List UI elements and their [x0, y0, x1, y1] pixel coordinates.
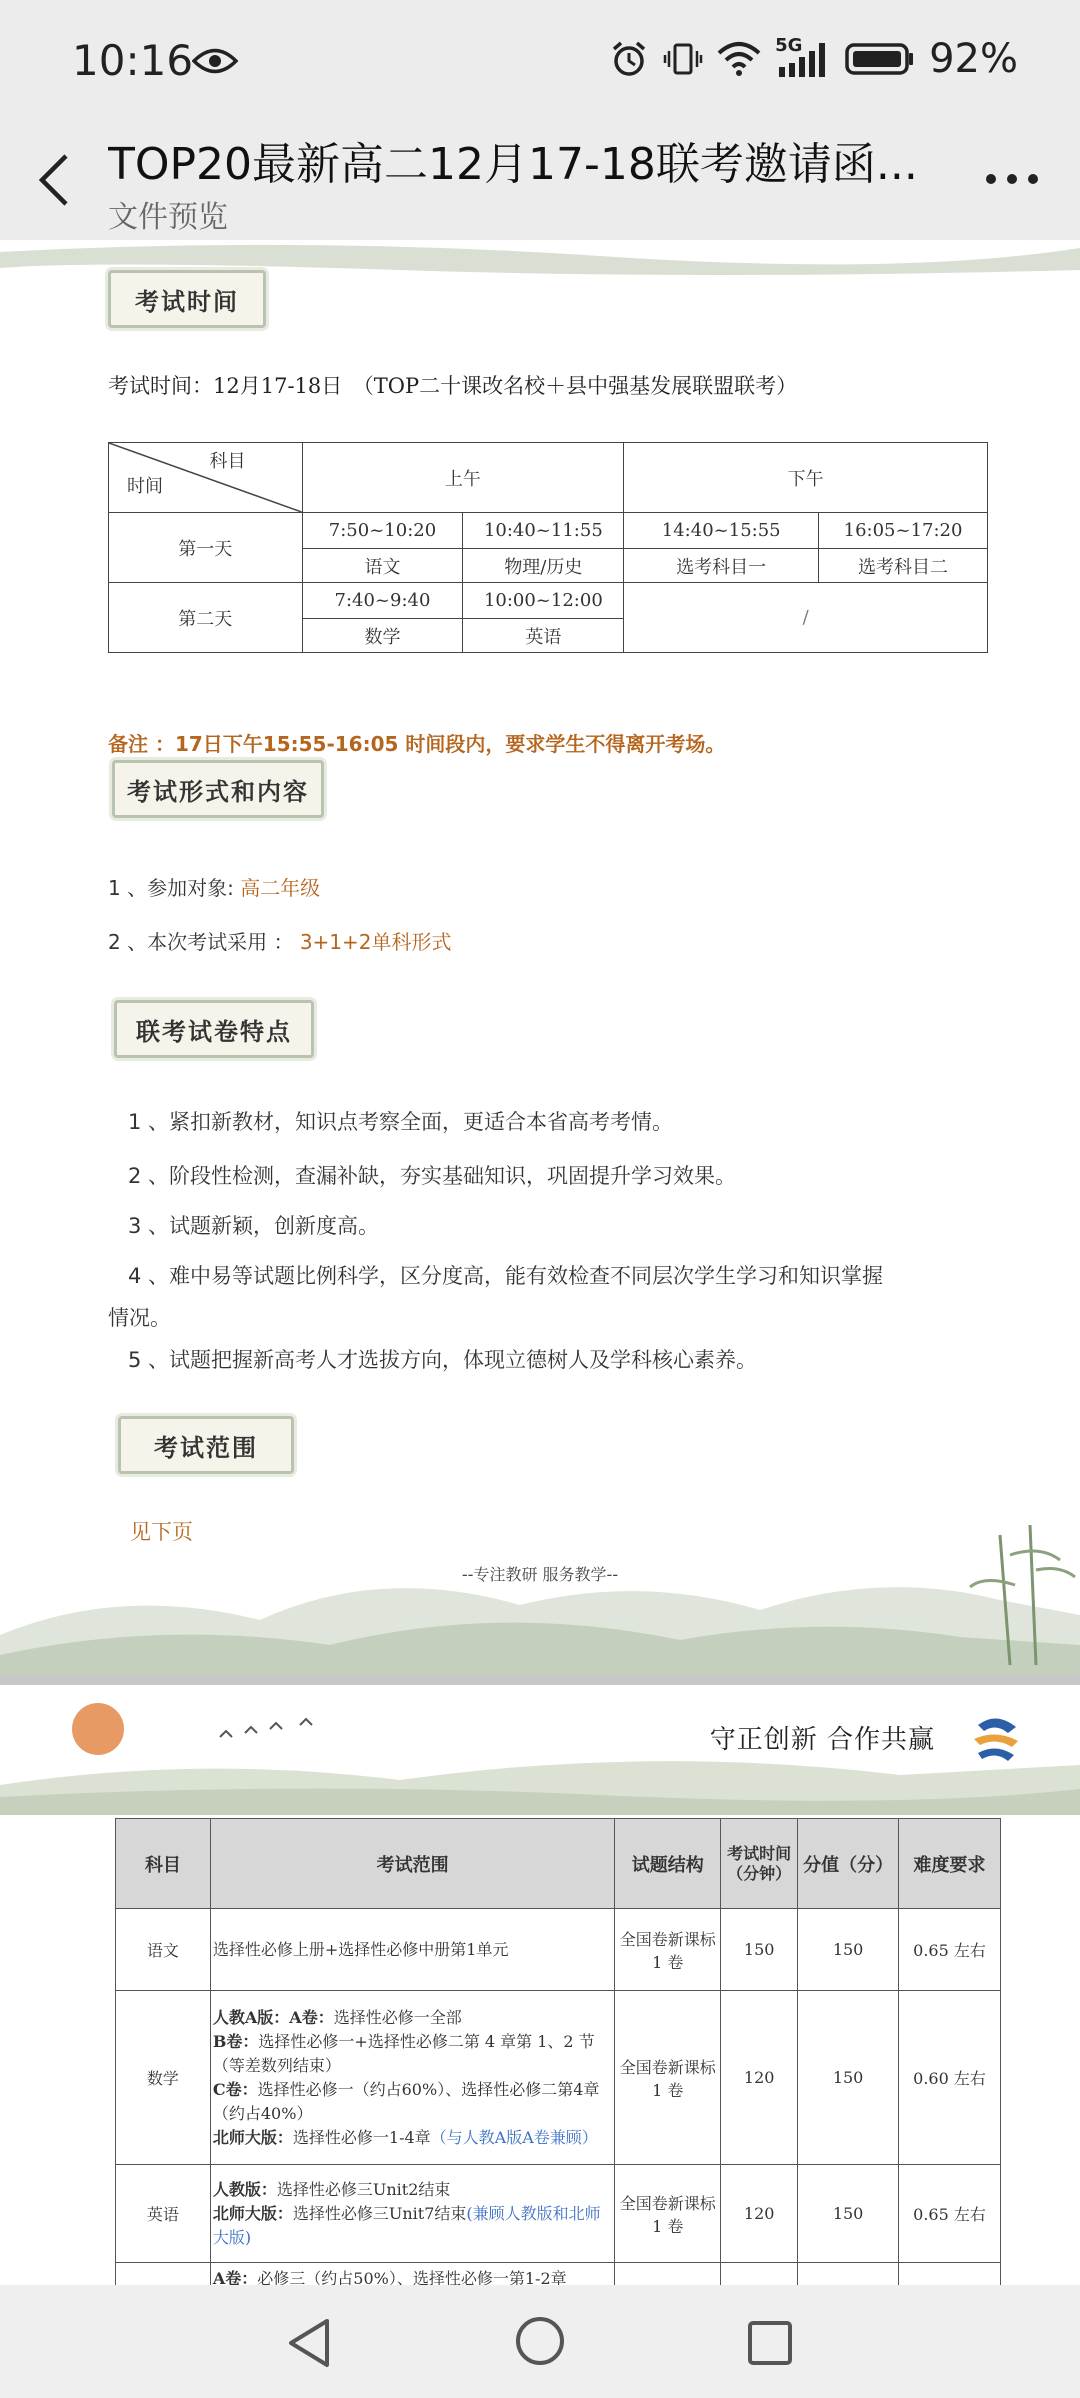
feature-item-4-continued: 情况。 — [108, 1306, 171, 1330]
corner-time-label: 时间 — [127, 476, 163, 497]
back-triangle-icon[interactable] — [283, 2315, 339, 2371]
morning-header: 上午 — [302, 443, 624, 513]
motto-text: 守正创新 合作共赢 — [709, 1725, 935, 1755]
feature-item-2: 2 、阶段性检测，查漏补缺，夯实基础知识，巩固提升学习效果。 — [128, 1164, 737, 1188]
row-english-subject: 英语 — [116, 2165, 211, 2263]
corner-subject-label: 科目 — [209, 451, 246, 472]
feature-item-5: 5 、试题把握新高考人才选拔方向，体现立德树人及学科核心素养。 — [128, 1348, 758, 1372]
row-math-structure: 全国卷新课标 1 卷 — [615, 1991, 721, 2165]
day1-subject-4: 选考科目二 — [819, 549, 988, 583]
row-partial-structure — [615, 2263, 721, 2286]
afternoon-header: 下午 — [624, 443, 988, 513]
document-page-2 — [0, 1685, 1080, 2285]
math-scope-bsd-label: 北师大版： — [212, 2127, 293, 2147]
row-chinese-subject: 语文 — [116, 1909, 211, 1991]
row-math-time: 120 — [721, 1991, 798, 2165]
partial-scope: 必修三（约占50%）、选择性必修一第1-2章 — [257, 2269, 567, 2285]
day1-subject-1: 语文 — [302, 549, 463, 583]
app-header — [0, 120, 1080, 240]
form-item-1-label: 1 、参加对象: — [108, 876, 234, 900]
math-scope-b-label: B卷： — [212, 2031, 259, 2051]
row-partial-difficulty — [899, 2263, 1001, 2286]
row-math-scope — [210, 1991, 614, 2165]
header-difficulty: 难度要求 — [899, 1819, 1001, 1909]
ink-mountains-decoration — [0, 1525, 1080, 1675]
battery-percent: 92% — [929, 36, 1018, 82]
battery-icon — [845, 41, 915, 77]
header-subject: 科目 — [116, 1819, 211, 1909]
feature-item-1: 1 、紧扣新教材，知识点考察全面，更适合本省高考考情。 — [128, 1110, 674, 1134]
status-icons — [609, 36, 1018, 82]
day2-label: 第二天 — [109, 583, 303, 653]
document-page-1 — [0, 240, 1080, 1675]
wifi-icon — [717, 41, 761, 77]
system-nav-bar — [0, 2285, 1080, 2398]
math-scope-bsd-note: （与人教A版A卷兼顾） — [430, 2127, 598, 2147]
section-heading-exam-time: 考试时间 — [108, 270, 266, 328]
feature-item-3: 3 、试题新颖，创新度高。 — [128, 1214, 380, 1238]
partial-scope-label: A卷： — [212, 2269, 258, 2285]
row-chinese-structure: 全国卷新课标 1 卷 — [615, 1909, 721, 1991]
table-row — [116, 1991, 1001, 2165]
row-partial-score — [798, 2263, 899, 2286]
math-scope-b: 选择性必修一+选择性必修二第 4 章第 1、2 节（等差数列结束） — [212, 2031, 595, 2075]
row-math-difficulty: 0.60 左右 — [899, 1991, 1001, 2165]
english-scope-bsd: 选择性必修三Unit7结束 — [292, 2203, 467, 2223]
header-duration: 考试时间（分钟） — [721, 1819, 798, 1909]
page-separator — [0, 1675, 1080, 1685]
header-score: 分值（分） — [798, 1819, 899, 1909]
day1-time-4: 16:05~17:20 — [819, 513, 988, 549]
section-heading-features: 联考试卷特点 — [114, 1000, 314, 1058]
math-scope-c: 选择性必修一（约占60%）、选择性必修二第4章（约占40%） — [212, 2079, 600, 2123]
form-item-2-label: 2 、本次考试采用 ： — [108, 930, 294, 954]
row-math-subject: 数学 — [116, 1991, 211, 2165]
row-partial-scope — [210, 2263, 614, 2286]
day1-time-1: 7:50~10:20 — [302, 513, 463, 549]
day2-subject-2: 英语 — [463, 619, 624, 653]
row-chinese-score: 150 — [798, 1909, 899, 1991]
home-circle-icon[interactable] — [512, 2313, 568, 2369]
section-heading-scope: 考试范围 — [118, 1416, 294, 1474]
document-subtitle: 文件预览 — [108, 200, 228, 235]
english-scope-rj-label: 人教版： — [212, 2179, 277, 2199]
day1-time-3: 14:40~15:55 — [624, 513, 819, 549]
more-options-icon[interactable] — [984, 172, 1040, 186]
row-english-score: 150 — [798, 2165, 899, 2263]
day1-subject-3: 选考科目一 — [624, 549, 819, 583]
exam-time-text: 考试时间：12月17-18日 （TOP二十课改名校＋县中强基发展联盟联考） — [108, 374, 798, 398]
form-item-1-value: 高二年级 — [240, 876, 321, 900]
day2-time-1: 7:40~9:40 — [302, 583, 463, 619]
row-english-difficulty: 0.65 左右 — [899, 2165, 1001, 2263]
row-math-score: 150 — [798, 1991, 899, 2165]
math-scope-a: 选择性必修一全部 — [333, 2007, 462, 2027]
english-scope-bsd-label: 北师大版： — [212, 2203, 293, 2223]
schedule-table — [108, 442, 988, 653]
day1-label: 第一天 — [109, 513, 303, 583]
eye-icon — [192, 46, 238, 76]
feature-item-4: 4 、难中易等试题比例科学，区分度高，能有效检查不同层次学生学习和知识掌握 — [128, 1264, 884, 1288]
day2-subject-1: 数学 — [302, 619, 463, 653]
table-row — [116, 2165, 1001, 2263]
day1-time-2: 10:40~11:55 — [463, 513, 624, 549]
form-item-2-value: 3+1+2单科形式 — [299, 930, 452, 954]
alarm-icon — [609, 39, 649, 79]
section-heading-exam-form: 考试形式和内容 — [112, 760, 324, 818]
row-english-structure: 全国卷新课标 1 卷 — [615, 2165, 721, 2263]
vibrate-icon — [663, 39, 703, 79]
header-scope: 考试范围 — [210, 1819, 614, 1909]
row-chinese-scope: 选择性必修上册+选择性必修中册第1单元 — [210, 1909, 614, 1991]
footer-slogan: --专注教研 服务教学-- — [461, 1565, 619, 1584]
see-next-page-text: 见下页 — [130, 1520, 193, 1544]
math-scope-c-label: C卷： — [212, 2079, 258, 2099]
exam-scope-table — [115, 1818, 1001, 2285]
table-row — [116, 2263, 1001, 2286]
document-title: TOP20最新高二12月17-18联考邀请函... — [108, 139, 918, 190]
day2-time-2: 10:00~12:00 — [463, 583, 624, 619]
row-english-scope — [210, 2165, 614, 2263]
header-structure: 试题结构 — [615, 1819, 721, 1909]
status-bar — [0, 0, 1080, 130]
network-type: 5G — [775, 35, 803, 56]
day1-subject-2: 物理/历史 — [463, 549, 624, 583]
table-row — [116, 1909, 1001, 1991]
row-english-time: 120 — [721, 2165, 798, 2263]
signal-icon — [775, 39, 831, 79]
form-item-2 — [108, 926, 452, 955]
row-chinese-time: 150 — [721, 1909, 798, 1991]
form-item-1 — [108, 872, 320, 901]
row-chinese-difficulty: 0.65 左右 — [899, 1909, 1001, 1991]
schedule-corner-cell — [109, 443, 303, 513]
status-time: 10:16 — [72, 36, 194, 85]
day2-afternoon-empty: / — [624, 583, 988, 653]
signal-indicator — [775, 35, 831, 79]
english-scope-rj: 选择性必修三Unit2结束 — [276, 2179, 451, 2199]
math-scope-bsd: 选择性必修一1-4章 — [292, 2127, 431, 2147]
row-partial-time — [721, 2263, 798, 2286]
math-scope-a-label: 人教A版：A卷： — [212, 2007, 334, 2027]
row-partial-subject — [116, 2263, 211, 2286]
back-arrow-icon[interactable] — [34, 150, 74, 210]
recent-square-icon[interactable] — [742, 2315, 798, 2371]
note-text: 备注 ：17日下午15:55-16:05 时间段内，要求学生不得离开考场。 — [108, 732, 726, 756]
organization-logo-icon — [968, 1715, 1024, 1763]
english-scope-bsd-note: (兼顾人教版和北师大版) — [212, 2203, 601, 2247]
